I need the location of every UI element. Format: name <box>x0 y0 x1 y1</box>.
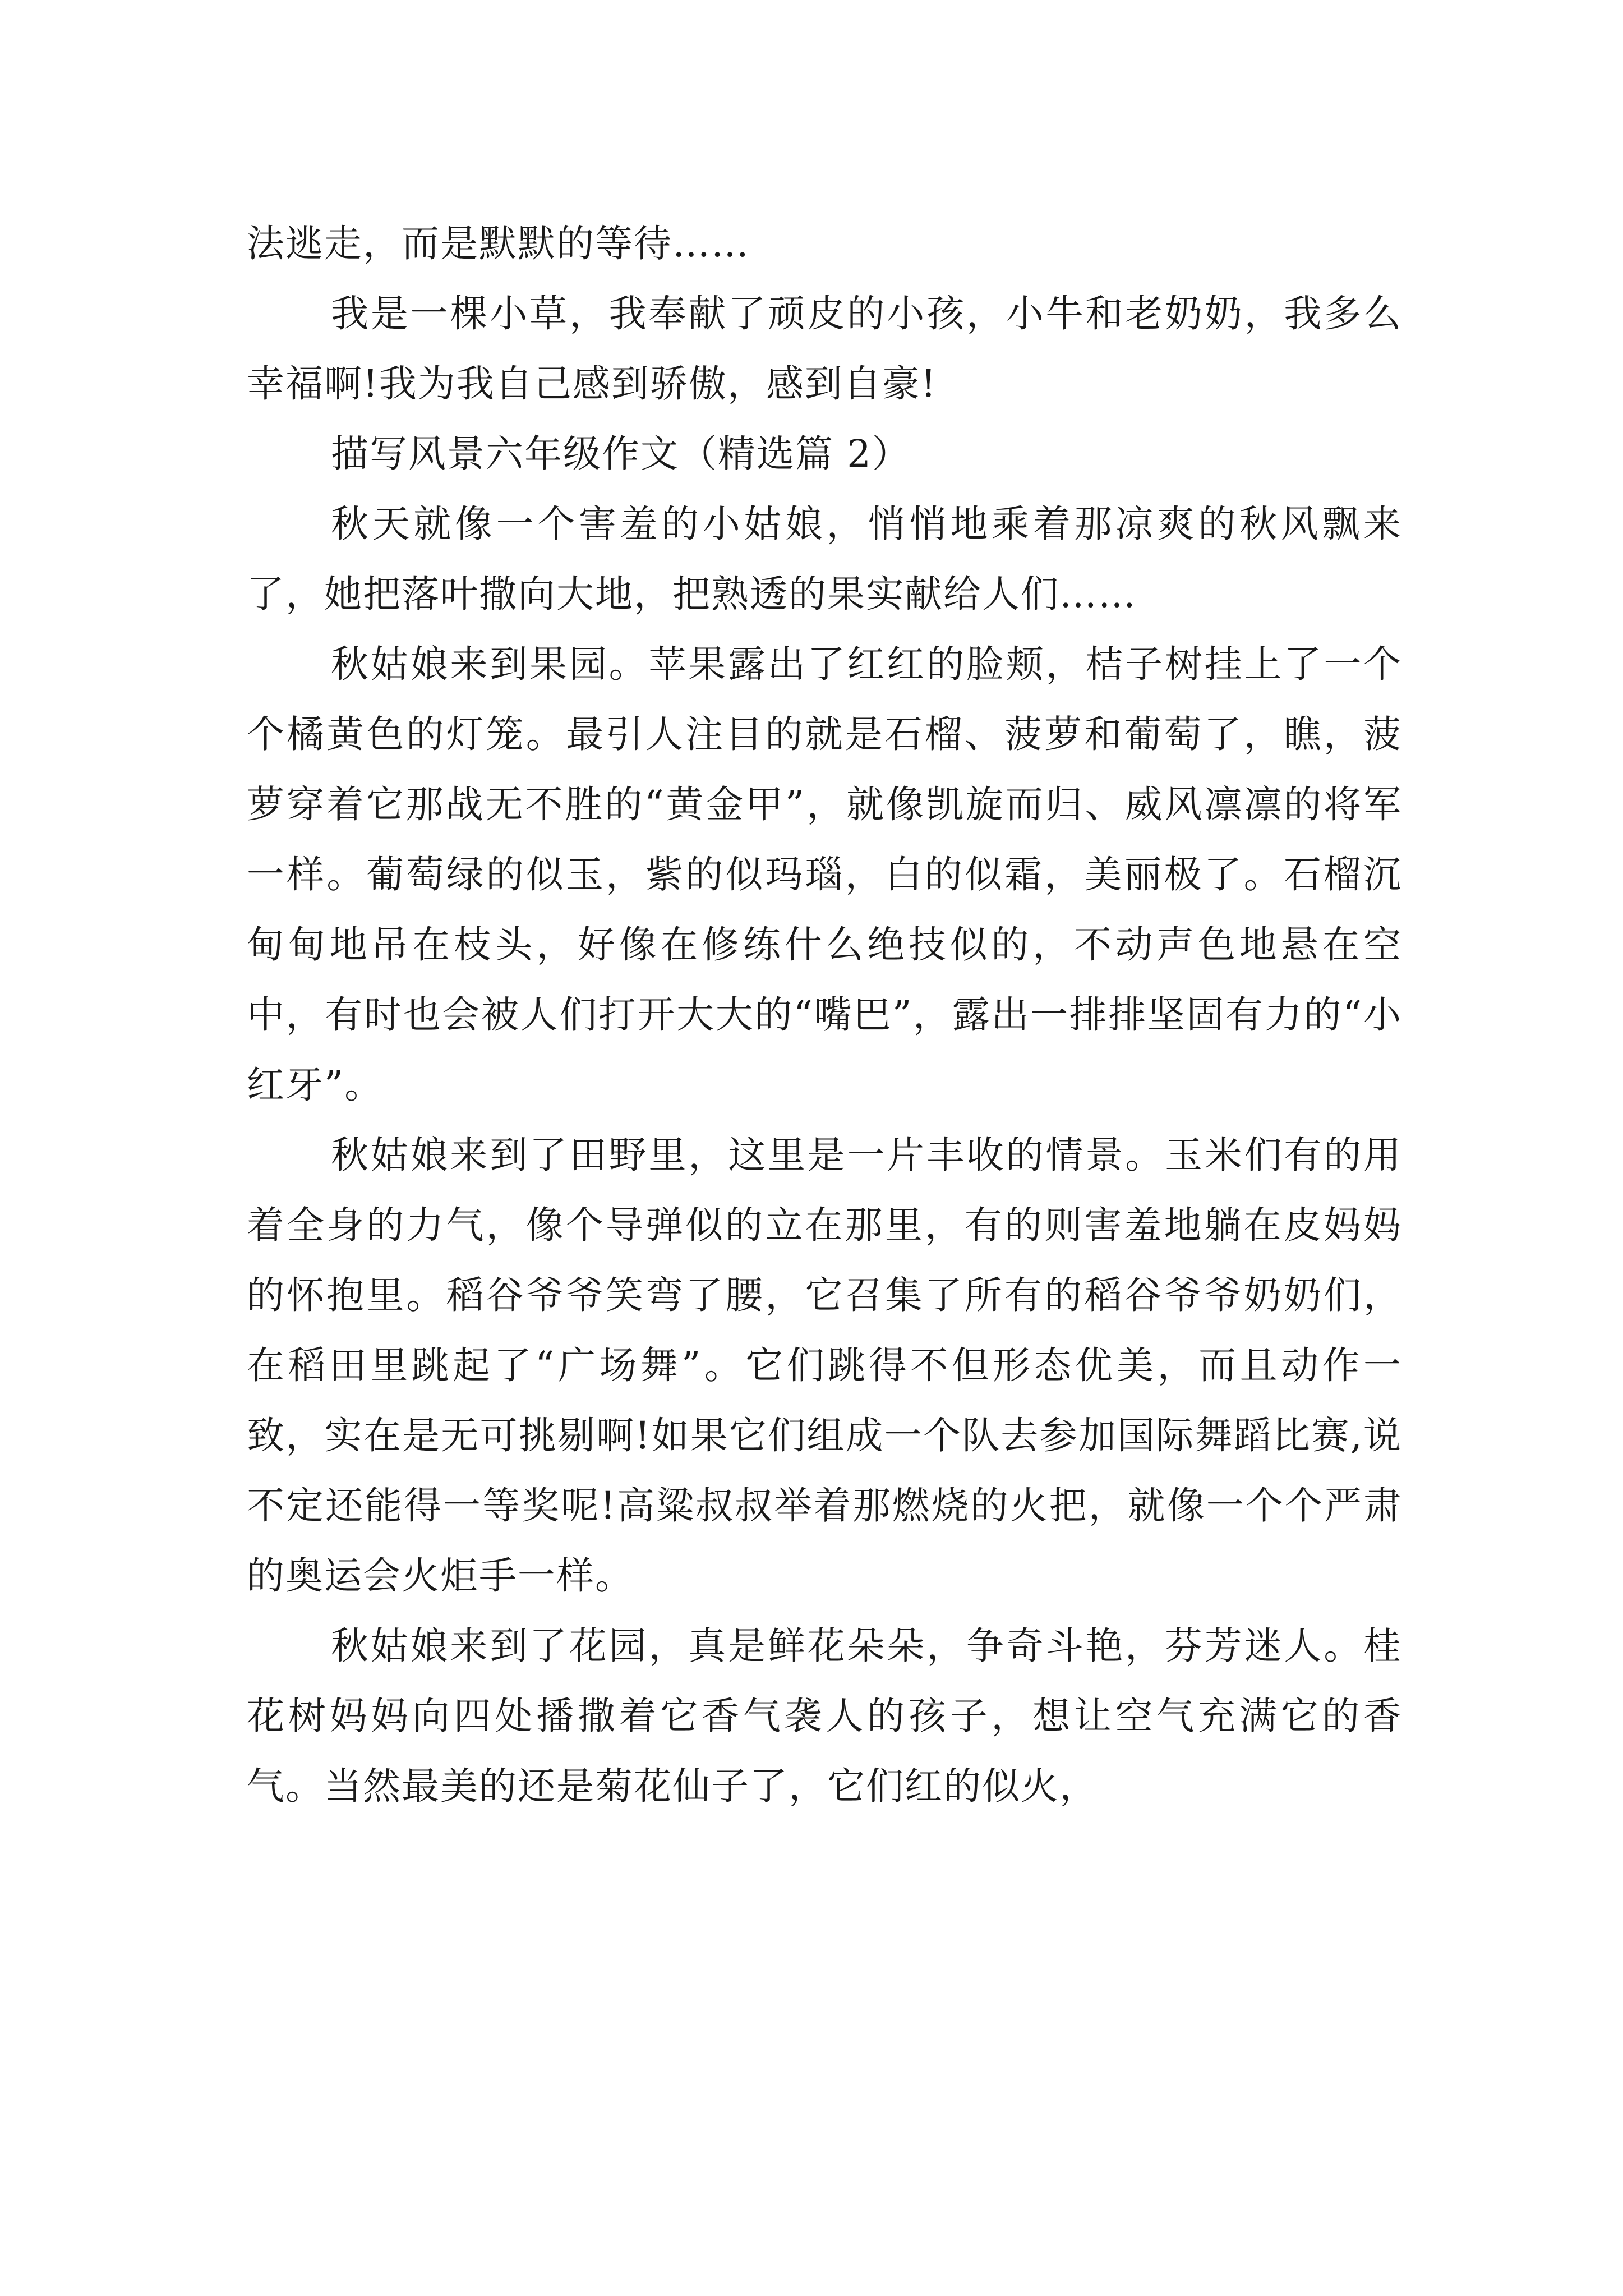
paragraph: 秋姑娘来到了花园，真是鲜花朵朵，争奇斗艳，芬芳迷人。桂花树妈妈向四处播撒着它香气袭人的孩子，想让空气充满它的香气。当然最美的还是菊花仙子了，它们红的似火， <box>247 1624 1402 1808</box>
paragraph-continuation: 法逃走，而是默默的等待…… <box>247 222 750 265</box>
paragraph: 秋天就像一个害羞的小姑娘，悄悄地乘着那凉爽的秋风飘来了，她把落叶撒向大地，把熟透的果实献给人们…… <box>247 502 1402 616</box>
paragraph: 我是一棵小草，我奉献了顽皮的小孩，小牛和老奶奶，我多么幸福啊!我为我自己感到骄傲，感到自豪! <box>247 292 1402 406</box>
document-body <box>247 209 1402 1821</box>
paragraph: 秋姑娘来到了田野里，这里是一片丰收的情景。玉米们有的用着全身的力气，像个导弹似的立在那里，有的则害羞地躺在皮妈妈的怀抱里。稻谷爷爷笑弯了腰，它召集了所有的稻谷爷爷奶奶们，在稻田里跳起了“广场舞”。它们跳得不但形态优美，而且动作一致，实在是无可挑剔啊!如果它们组成一个队去参加国际舞蹈比赛,说不定还能得一等奖呢!高粱叔叔举着那燃烧的火把，就像一个个严肃的奥运会火炬手一样。 <box>247 1133 1402 1598</box>
paragraph: 秋姑娘来到果园。苹果露出了红红的脸颊，桔子树挂上了一个个橘黄色的灯笼。最引人注目的就是石榴、菠萝和葡萄了，瞧，菠萝穿着它那战无不胜的“黄金甲”，就像凯旋而归、威风凛凛的将军一样。葡萄绿的似玉，紫的似玛瑙，白的似霜，美丽极了。石榴沉甸甸地吊在枝头，好像在修练什么绝技似的，不动声色地悬在空中，有时也会被人们打开大大的“嘴巴”，露出一排排坚固有力的“小红牙”。 <box>247 642 1402 1107</box>
section-heading: 描写风景六年级作文（精选篇 2） <box>331 432 911 476</box>
